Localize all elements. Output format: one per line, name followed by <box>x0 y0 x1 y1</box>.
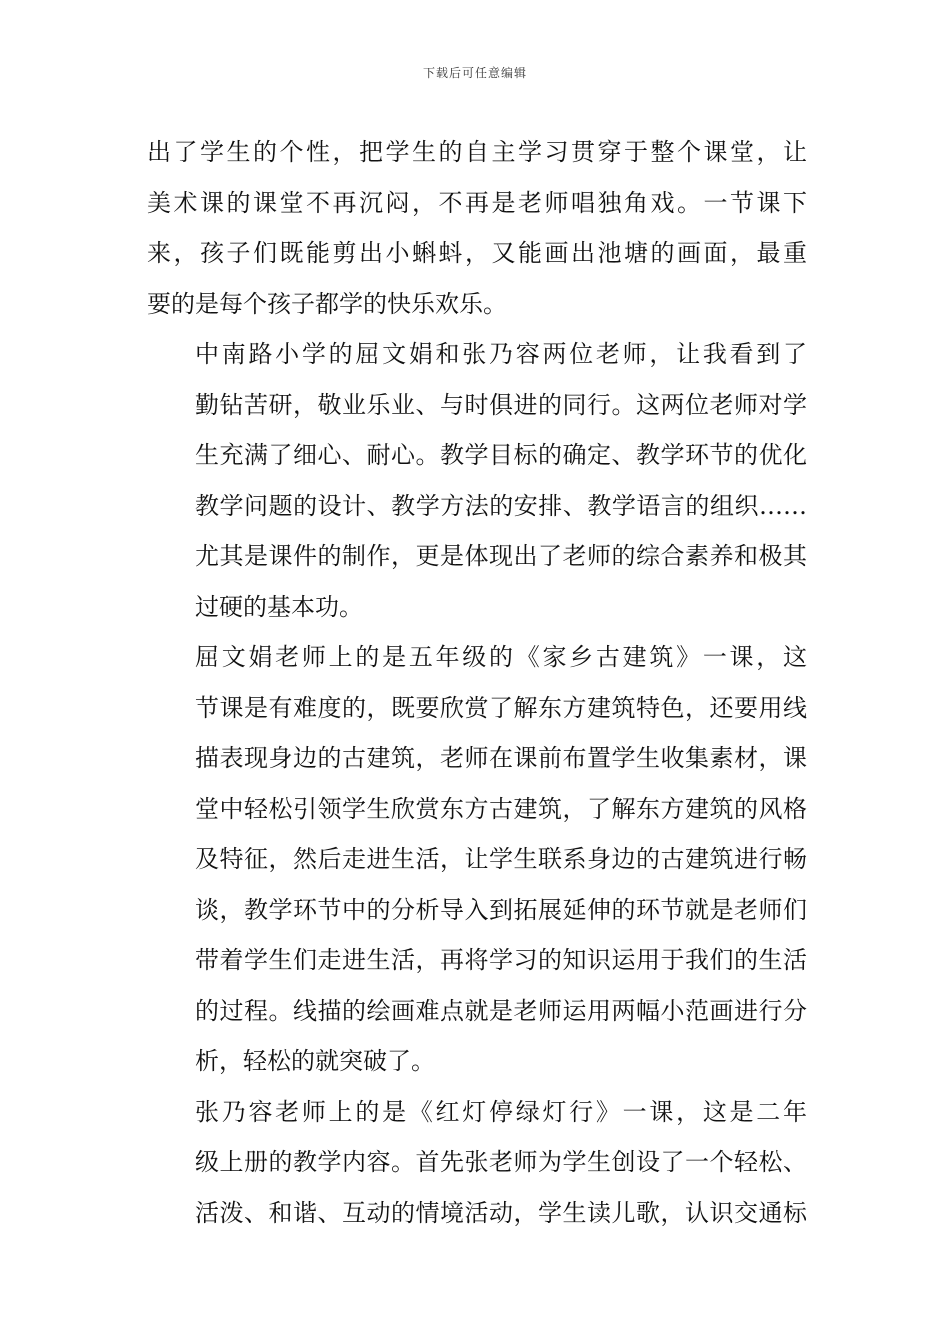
paragraph-4 <box>147 1087 807 1239</box>
text-line: 屈文娟老师上的是五年级的《家乡古建筑》一课，这 <box>195 643 807 671</box>
text-line: 来，孩子们既能剪出小蝌蚪，又能画出池塘的画面，最重 <box>147 239 807 267</box>
text-line: 谈，教学环节中的分析导入到拓展延伸的环节就是老师们 <box>195 895 807 924</box>
paragraph-3 <box>147 632 807 1087</box>
text-line: 活泼、和谐、互动的情境活动，学生读儿歌，认识交通标 <box>195 1198 807 1227</box>
text-line: 张乃容老师上的是《红灯停绿灯行》一课，这是二年 <box>195 1097 807 1126</box>
text-line: 生充满了细心、耐心。教学目标的确定、教学环节的优化 <box>195 441 807 469</box>
text-line: 中南路小学的屈文娟和张乃容两位老师，让我看到了 <box>195 340 807 368</box>
text-line: 过硬的基本功。 <box>195 592 363 621</box>
download-note: 下载后可任意编辑 <box>422 66 527 80</box>
text-line: 描表现身边的古建筑，老师在课前布置学生收集素材，课 <box>195 744 807 772</box>
text-line: 节课是有难度的，既要欣赏了解东方建筑特色，还要用线 <box>195 693 807 722</box>
text-line: 出了学生的个性，把学生的自主学习贯穿于整个课堂，让 <box>147 138 807 166</box>
text-line: 及特征，然后走进生活，让学生联系身边的古建筑进行畅 <box>195 845 807 873</box>
text-line: 析，轻松的就突破了。 <box>195 1047 435 1075</box>
text-line: 堂中轻松引领学生欣赏东方古建筑，了解东方建筑的风格 <box>195 794 807 823</box>
paragraph-2 <box>147 329 807 632</box>
text-line: 教学问题的设计、教学方法的安排、教学语言的组织…… <box>195 491 807 520</box>
text-line: 带着学生们走进生活，再将学习的知识运用于我们的生活 <box>195 946 807 974</box>
text-line: 级上册的教学内容。首先张老师为学生创设了一个轻松、 <box>195 1148 807 1176</box>
text-line: 的过程。线描的绘画难点就是老师运用两幅小范画进行分 <box>195 996 807 1025</box>
text-line: 要的是每个孩子都学的快乐欢乐。 <box>147 289 507 318</box>
text-line: 美术课的课堂不再沉闷，不再是老师唱独角戏。一节课下 <box>147 188 807 217</box>
text-line: 尤其是课件的制作，更是体现出了老师的综合素养和极其 <box>195 542 807 570</box>
paragraph-1 <box>147 127 807 329</box>
text-line: 勤钻苦研，敬业乐业、与时俱进的同行。这两位老师对学 <box>195 390 807 419</box>
document-body <box>147 127 807 1238</box>
